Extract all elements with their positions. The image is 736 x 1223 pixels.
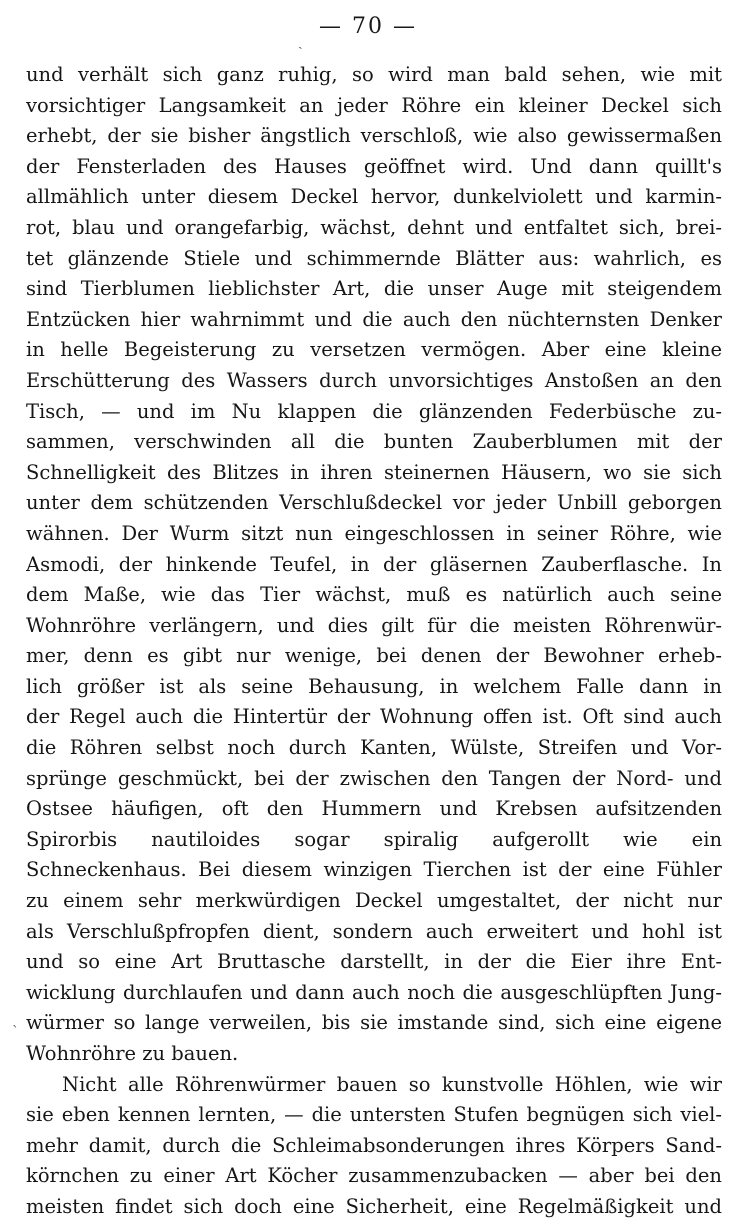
text-line: in helle Begeisterung zu versetzen vermögen. Aber eine kleine (26, 338, 722, 362)
text-line: Entzücken hier wahrnimmt und die auch den nüchternsten Denker (26, 307, 722, 331)
text-line: meisten findet sich doch eine Sicherheit, eine Regelmäßigkeit und (26, 1194, 722, 1218)
body-text (26, 60, 722, 1223)
text-line: die Röhren selbst noch durch Kanten, Wülste, Streifen und Vor- (26, 736, 722, 760)
text-line: sprünge geschmückt, bei der zwischen den Tangen der Nord- und (26, 766, 722, 790)
text-line: Erschütterung des Wassers durch unvorsichtiges Anstoßen an den (26, 368, 722, 392)
text-line: der Regel auch die Hintertür der Wohnung offen ist. Oft sind auch (26, 705, 722, 729)
text-line-spaced: Spirorbis nautiloides sogar spiralig aufgerollt wie ein (26, 827, 722, 851)
specks: ˋ (12, 1024, 19, 1040)
text-line: Ostsee häufigen, oft den Hummern und Krebsen aufsitzenden (26, 797, 722, 821)
text-line: erhebt, der sie bisher ängstlich verschloß, wie also gewissermaßen (26, 124, 722, 148)
text-line: Asmodi, der hinkende Teufel, in der gläsernen Zauberflasche. In (26, 552, 722, 576)
page-number: — 70 — (319, 14, 417, 39)
text-line: mer, denn es gibt nur wenige, bei denen der Bewohner erheb- (26, 644, 722, 668)
text-line: und verhält sich ganz ruhig, so wird man bald sehen, wie mit (26, 63, 722, 86)
text-line: würmer so lange verweilen, bis sie imstande sind, sich eine eigene (26, 1011, 722, 1035)
text-line: unter dem schützenden Verschlußdeckel vor jeder Unbill geborgen (26, 491, 722, 515)
text-line: tet glänzende Stiele und schimmernde Blätter aus: wahrlich, es (26, 246, 722, 270)
text-line: Tisch, — und im Nu klappen die glänzenden Federbüsche zu- (26, 399, 722, 423)
text-line: Wohnröhre verlängern, und dies gilt für die meisten Röhrenwür- (26, 613, 722, 637)
text-line: sind Tierblumen lieblichster Art, die unser Auge mit steigendem (26, 277, 722, 301)
text-line: wähnen. Der Wurm sitzt nun eingeschlossen in seiner Röhre, wie (26, 521, 722, 545)
text-line-indented: Nicht alle Röhrenwürmer bauen so kunstvolle Höhlen, wie wir (62, 1072, 722, 1096)
text-line: dem Maße, wie das Tier wächst, muß es natürlich auch seine (26, 583, 722, 607)
text-line: vorsichtiger Langsamkeit an jeder Röhre ein kleiner Deckel sich (26, 93, 722, 117)
text-line: sammen, verschwinden all die bunten Zauberblumen mit der (26, 430, 722, 454)
specks: ˏ (298, 34, 303, 50)
text-line: als Verschlußpfropfen dient, sondern auch erweitert und hohl ist (26, 919, 722, 943)
text-line: wicklung durchlaufen und dann auch noch die ausgeschlüpften Jung- (26, 980, 722, 1004)
text-line: und so eine Art Bruttasche darstellt, in der die Eier ihre Ent- (26, 950, 722, 974)
text-line: Schneckenhaus. Bei diesem winzigen Tierchen ist der eine Fühler (26, 858, 722, 882)
text-line: der Fensterladen des Hauses geöffnet wird. Und dann quillt's (26, 154, 722, 178)
text-line: allmählich unter diesem Deckel hervor, dunkelviolett und karmin- (26, 185, 722, 209)
text-line: mehr damit, durch die Schleimabsonderungen ihres Körpers Sand- (26, 1133, 722, 1157)
text-line: sie eben kennen lernten, — die untersten Stufen begnügen sich viel- (26, 1103, 722, 1127)
text-line: körnchen zu einer Art Köcher zusammenzubacken — aber bei den (26, 1164, 722, 1188)
paragraph-1 (26, 60, 722, 1070)
text-line: lich größer ist als seine Behausung, in welchem Falle dann in (26, 674, 722, 698)
text-line: zu einem sehr merkwürdigen Deckel umgestaltet, der nicht nur (26, 889, 722, 913)
text-line: Schnelligkeit des Blitzes in ihren steinernen Häusern, wo sie sich (26, 460, 722, 484)
text-line: rot, blau und orangefarbig, wächst, dehnt und entfaltet sich, brei- (26, 215, 722, 239)
text-line-last: Wohnröhre zu bauen. (26, 1042, 239, 1065)
